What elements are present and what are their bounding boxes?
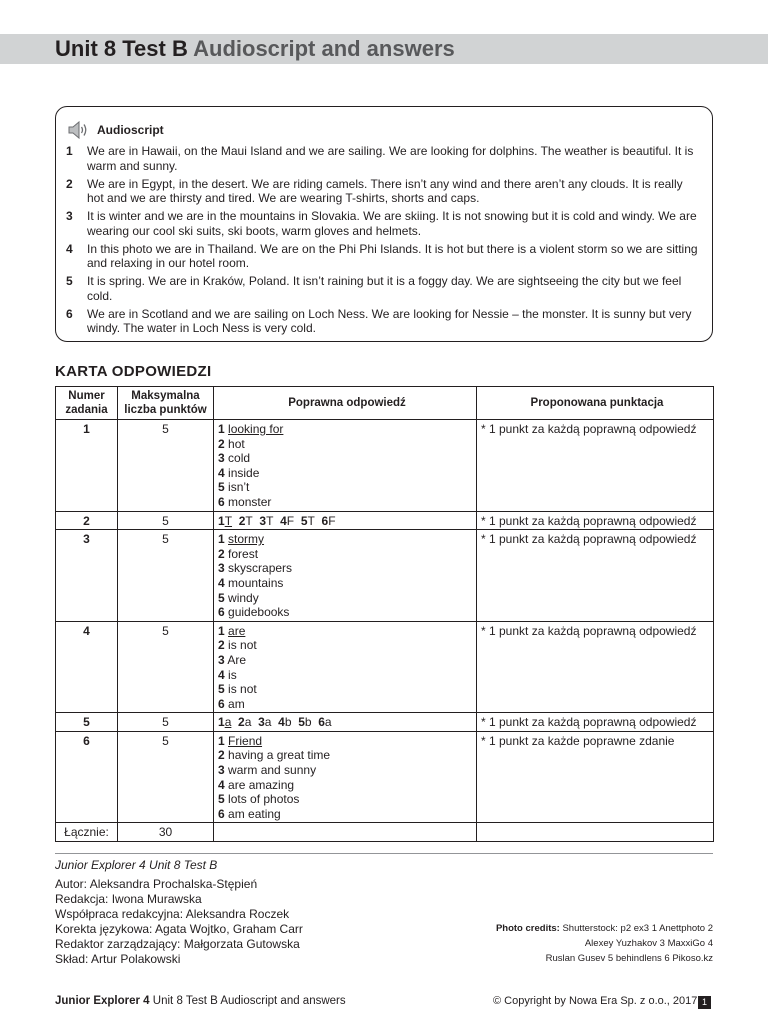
answer-text: F <box>328 513 336 528</box>
answer-number: 5 <box>300 513 308 528</box>
audioscript-item-text: We are in Hawaii, on the Maui Island and we are sailing. We are looking for dolphins. The weather is beautiful. It is warm and sunny. <box>87 144 694 173</box>
answer-line <box>218 466 476 481</box>
answer-number: 4 <box>218 465 225 480</box>
answer-number: 1 <box>218 513 225 528</box>
task-number: 3 <box>56 530 118 622</box>
total-row <box>56 823 714 842</box>
scoring: * 1 punkt za każdą poprawną odpowiedź <box>477 621 714 713</box>
audioscript-item-number: 3 <box>66 209 73 223</box>
answer-number: 3 <box>258 715 265 730</box>
audioscript-item-text: We are in Scotland and we are sailing on Loch Ness. We are looking for Nessie – the monster. It is sunny but very windy. The water in Loch Ness is very cold. <box>87 306 692 335</box>
max-points: 5 <box>118 420 214 512</box>
audioscript-item-number: 5 <box>66 274 73 288</box>
answer-text: is <box>228 667 237 682</box>
scoring: * 1 punkt za każdą poprawną odpowiedź <box>477 713 714 732</box>
max-points: 5 <box>118 530 214 622</box>
answer-line <box>218 605 476 620</box>
answer-line <box>218 792 476 807</box>
answer-number: 2 <box>218 546 225 561</box>
audioscript-item <box>66 177 700 206</box>
photo-credit-line: Alexey Yuzhakov 3 MaxxiGo 4 <box>584 938 713 949</box>
answer-number: 4 <box>278 715 285 730</box>
footer-doc-name: Unit 8 Test B Audioscript and answers <box>152 995 346 1007</box>
answer-text: a <box>224 715 232 730</box>
answer-text: is not <box>228 638 257 653</box>
audioscript-item <box>66 242 700 271</box>
answer-text: warm and sunny <box>228 763 317 778</box>
answer-line <box>218 682 476 697</box>
task-number: 2 <box>56 511 118 530</box>
photo-credit-line: Ruslan Gusev 5 behindlens 6 Pikoso.kz <box>545 953 713 964</box>
audioscript-label: Audioscript <box>97 123 164 137</box>
answer-text: are amazing <box>228 777 295 792</box>
speaker-icon <box>67 120 89 140</box>
photo-credit-line: Shutterstock: p2 ex3 1 Anettphoto 2 <box>562 923 713 934</box>
answer-number: 1 <box>218 733 225 748</box>
credit-line: Redakcja: Iwona Murawska <box>55 892 202 906</box>
answer-number: 4 <box>218 777 225 792</box>
answer-number: 2 <box>218 748 225 763</box>
correct-answers <box>214 420 477 512</box>
answer-text: T <box>307 513 315 528</box>
answer-number: 6 <box>218 494 225 509</box>
answer-number: 1 <box>218 422 225 436</box>
audioscript-list <box>66 144 700 339</box>
copyright: © Copyright by Nowa Era Sp. z o.o., 2017 <box>493 995 698 1007</box>
answer-line <box>218 624 476 639</box>
audioscript-item-text: It is winter and we are in the mountains in Slovakia. We are skiing. It is not snowing but it is cold and windy. We are wearing our cool ski suits, ski boots, warm gloves and helmets. <box>87 209 697 238</box>
answer-row <box>56 511 714 530</box>
answer-number: 4 <box>218 667 225 682</box>
audioscript-item-text: We are in Egypt, in the desert. We are riding camels. There isn’t any wind and there aren’t any clouds. It is really hot and we are thirsty and tired. We are wearing T-shirts, shorts and caps. <box>87 176 683 205</box>
credit-line: Korekta językowa: Agata Wojtko, Graham Carr <box>55 922 303 936</box>
answer-text: stormy <box>228 532 265 547</box>
answer-text: mountains <box>228 575 284 590</box>
credit-line: Redaktor zarządzający: Małgorzata Gutowska <box>55 937 300 951</box>
answer-table-header <box>56 387 714 420</box>
answer-text: is not <box>228 682 257 697</box>
title-bold: Unit 8 Test B <box>55 36 188 61</box>
answer-line <box>218 778 476 793</box>
answer-number: 1 <box>218 715 225 730</box>
book-title: Junior Explorer 4 Unit 8 Test B <box>55 858 218 872</box>
answer-table <box>55 386 714 842</box>
answer-line <box>218 697 476 712</box>
title-rest: Audioscript and answers <box>193 36 455 61</box>
answer-number: 5 <box>218 590 225 605</box>
answer-line <box>218 422 476 437</box>
answer-number: 1 <box>218 623 225 638</box>
scoring: * 1 punkt za każdą poprawną odpowiedź <box>477 420 714 512</box>
total-value: 30 <box>118 823 214 842</box>
answer-line <box>218 668 476 683</box>
answer-number: 2 <box>218 436 225 451</box>
page-title <box>55 36 455 62</box>
answer-number: 3 <box>218 561 225 576</box>
answer-number: 6 <box>218 696 225 711</box>
answer-number: 4 <box>218 575 225 590</box>
credits-list <box>55 877 303 967</box>
scoring: * 1 punkt za każdą poprawną odpowiedź <box>477 511 714 530</box>
answer-line <box>218 807 476 822</box>
answer-text: windy <box>228 590 259 605</box>
audioscript-item <box>66 274 700 303</box>
credit-line: Skład: Artur Polakowski <box>55 952 181 966</box>
answer-line <box>218 653 476 668</box>
answer-text: a <box>324 715 332 730</box>
answer-line <box>218 547 476 562</box>
answer-line <box>218 480 476 495</box>
audioscript-item <box>66 307 700 336</box>
correct-answers <box>214 731 477 823</box>
answer-number: 5 <box>298 715 305 730</box>
answer-number: 6 <box>218 806 225 821</box>
answer-text: T <box>266 513 274 528</box>
answer-number: 2 <box>218 638 225 653</box>
photo-credits <box>453 921 713 966</box>
answer-number: 5 <box>218 792 225 807</box>
answer-row <box>56 713 714 732</box>
answer-line <box>218 495 476 510</box>
correct-answers <box>214 713 477 732</box>
scoring: * 1 punkt za każdą poprawną odpowiedź <box>477 530 714 622</box>
max-points: 5 <box>118 511 214 530</box>
answer-text: inside <box>228 465 260 480</box>
audioscript-item-number: 6 <box>66 306 73 321</box>
answer-text: looking for <box>228 422 284 436</box>
answer-number: 6 <box>218 605 225 620</box>
correct-answers <box>214 530 477 622</box>
audioscript-item <box>66 144 700 173</box>
answer-line-inline <box>218 514 476 529</box>
credit-line: Autor: Aleksandra Prochalska-Stępień <box>55 877 258 891</box>
answer-text: lots of photos <box>228 792 300 807</box>
answer-row <box>56 731 714 823</box>
correct-answers <box>214 621 477 713</box>
max-points: 5 <box>118 731 214 823</box>
answer-text: a <box>244 715 252 730</box>
audioscript-item-text: In this photo we are in Thailand. We are on the Phi Phi Islands. It is hot but there is a violent storm so we are sitting and relaxing in our hotel room. <box>87 241 698 270</box>
answer-line <box>218 437 476 452</box>
answer-card-title: KARTA ODPOWIEDZI <box>55 363 212 380</box>
answer-number: 3 <box>218 763 225 778</box>
header-task-number-line2: zadania <box>65 404 108 416</box>
answer-line <box>218 561 476 576</box>
header-correct-answer: Poprawna odpowiedź <box>214 387 477 420</box>
audioscript-header <box>67 119 164 141</box>
answer-text: cold <box>228 451 251 466</box>
answer-row <box>56 621 714 713</box>
audioscript-item <box>66 209 700 238</box>
answer-number: 6 <box>318 715 325 730</box>
task-number: 1 <box>56 420 118 512</box>
answer-text: having a great time <box>228 748 331 763</box>
answer-number: 2 <box>238 513 246 528</box>
max-points: 5 <box>118 621 214 713</box>
header-task-number <box>56 387 118 420</box>
answer-number: 1 <box>218 532 225 547</box>
audioscript-item-text: It is spring. We are in Kraków, Poland. It isn’t raining but it is a foggy day. We are sightseeing the city but we feel cold. <box>87 274 682 303</box>
answer-number: 6 <box>321 513 329 528</box>
answer-number: 3 <box>259 513 267 528</box>
task-number: 6 <box>56 731 118 823</box>
answer-text: forest <box>228 546 259 561</box>
answer-text: T <box>224 513 233 528</box>
answer-text: a <box>264 715 272 730</box>
answer-text: F <box>286 513 295 528</box>
answer-line <box>218 576 476 591</box>
audioscript-item-number: 1 <box>66 144 73 158</box>
answer-text: Friend <box>228 733 263 748</box>
total-empty-1 <box>214 823 477 842</box>
answer-line <box>218 748 476 763</box>
answer-table-body <box>56 420 714 823</box>
header-scoring: Proponowana punktacja <box>477 387 714 420</box>
header-max-points <box>118 387 214 420</box>
answer-text: Are <box>227 652 247 667</box>
answer-line <box>218 451 476 466</box>
answer-line <box>218 591 476 606</box>
answer-number: 3 <box>218 451 225 466</box>
audioscript-item-number: 2 <box>66 176 73 191</box>
answer-number: 2 <box>238 715 245 730</box>
answer-line-inline <box>218 715 476 730</box>
audioscript-box <box>55 106 713 342</box>
max-points: 5 <box>118 713 214 732</box>
answer-text: are <box>228 623 246 638</box>
answer-row <box>56 530 714 622</box>
page-number: 1 <box>698 996 711 1009</box>
answer-number: 3 <box>218 652 225 667</box>
answer-text: monster <box>228 494 272 509</box>
answer-number: 5 <box>218 682 225 697</box>
credit-line: Współpraca redakcyjna: Aleksandra Roczek <box>55 907 290 921</box>
answer-line <box>218 763 476 778</box>
answer-text: b <box>284 715 292 730</box>
answer-text: am <box>228 696 245 711</box>
answer-text: am eating <box>228 806 281 821</box>
answer-number: 4 <box>280 513 287 528</box>
correct-answers <box>214 511 477 530</box>
answer-number: 5 <box>218 480 225 495</box>
photo-credits-label: Photo credits: <box>495 923 560 934</box>
answer-text: skyscrapers <box>228 561 293 576</box>
footer-divider <box>55 853 713 854</box>
answer-row <box>56 420 714 512</box>
answer-text: guidebooks <box>228 605 290 620</box>
total-label: Łącznie: <box>56 823 118 842</box>
answer-line <box>218 638 476 653</box>
header-task-number-line1: Numer <box>68 390 105 402</box>
answer-text: hot <box>228 436 245 451</box>
footer-left <box>55 995 346 1007</box>
answer-line <box>218 734 476 749</box>
footer-book-name: Junior Explorer 4 <box>55 995 150 1007</box>
audioscript-item-number: 4 <box>66 241 73 256</box>
title-bar <box>0 34 768 64</box>
task-number: 5 <box>56 713 118 732</box>
header-max-points-line1: Maksymalna <box>131 390 200 402</box>
header-max-points-line2: liczba punktów <box>124 404 207 416</box>
total-empty-2 <box>477 823 714 842</box>
answer-text: b <box>304 715 312 730</box>
scoring: * 1 punkt za każde poprawne zdanie <box>477 731 714 823</box>
answer-text: T <box>245 513 253 528</box>
answer-line <box>218 532 476 547</box>
task-number: 4 <box>56 621 118 713</box>
answer-text: isn’t <box>228 480 250 495</box>
